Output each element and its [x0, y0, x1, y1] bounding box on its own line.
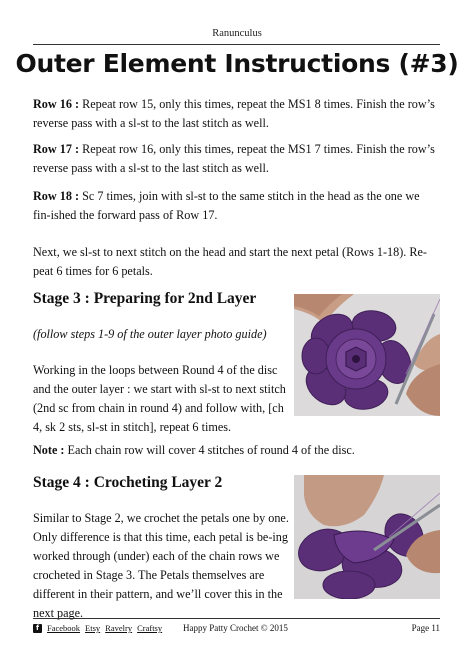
row-18-label: Row 18 :: [33, 189, 80, 203]
stage-4-label: Stage 4 :: [33, 474, 90, 491]
stage-4-title: Crocheting Layer 2: [89, 474, 223, 491]
note-label: Note :: [33, 443, 65, 457]
row-17-paragraph: [33, 140, 439, 178]
crochet-layer-image: [294, 475, 440, 599]
page-footer: [33, 623, 440, 639]
etsy-link[interactable]: Etsy: [85, 623, 101, 633]
facebook-link[interactable]: Facebook: [47, 623, 81, 633]
page-number: Page 11: [411, 623, 440, 633]
page-title: Outer Element Instructions (#3): [15, 49, 459, 78]
stage-4-heading: [33, 474, 222, 492]
row-16-label: Row 16 :: [33, 97, 80, 111]
row-16-paragraph: [33, 95, 439, 133]
stage-3-body: Working in the loops between Round 4 of the disc and the outer layer : we start with sl-st to next stitch (2nd sc from chain in round 4) and follow with, [ch 4, sk 2 sts, sl-st in stitch], repeat 6 times.: [33, 363, 286, 434]
stage-3-note: [33, 325, 291, 344]
crochet-flower-image: [294, 294, 440, 416]
next-petal-paragraph: Next, we sl-st to next stitch on the head and start the next petal (Rows 1-18). Re-peat 6 times for 6 petals.: [33, 245, 427, 278]
stage-4-body: Similar to Stage 2, we crochet the petals one by one. Only difference is that this time, each petal is be-ing worked through (under) each of the chain rows we crocheted in Stage 3. The Petals themselves are different in their pattern, and we’ll cover this in the next page.: [33, 511, 289, 620]
stage-4-photo: [294, 475, 440, 599]
row-18-paragraph: [33, 187, 439, 225]
note-paragraph: [33, 441, 439, 460]
stage-3-title: Preparing for 2nd Layer: [89, 290, 257, 307]
stage-3-heading: [33, 290, 256, 308]
craftsy-link[interactable]: Craftsy: [137, 623, 163, 633]
row-17-text: Repeat row 16, only this times, repeat the MS1 7 times. Finish the row’s reverse pass with a sl-st to the last stitch as well.: [33, 142, 435, 175]
social-links: [33, 623, 162, 633]
footer-divider: [33, 618, 440, 619]
ravelry-link[interactable]: Ravelry: [105, 623, 133, 633]
stage-3-photo: [294, 294, 440, 416]
running-header: Ranunculus: [212, 28, 262, 39]
facebook-icon: f: [33, 624, 42, 633]
row-17-label: Row 17 :: [33, 142, 80, 156]
stage-3-note-text: (follow steps 1-9 of the outer layer photo guide): [33, 327, 267, 341]
row-16-text: Repeat row 15, only this times, repeat the MS1 8 times. Finish the row’s reverse pass with a sl-st to the last stitch as well.: [33, 97, 435, 130]
header-divider: [33, 44, 440, 45]
copyright-text: Happy Patty Crochet © 2015: [183, 623, 288, 633]
row-18-text: Sc 7 times, join with sl-st to the same stitch in the head as the one we fin-ished the forward pass of Row 17.: [33, 189, 420, 222]
note-text: Each chain row will cover 4 stitches of round 4 of the disc.: [64, 443, 355, 457]
stage-3-label: Stage 3 :: [33, 290, 90, 307]
